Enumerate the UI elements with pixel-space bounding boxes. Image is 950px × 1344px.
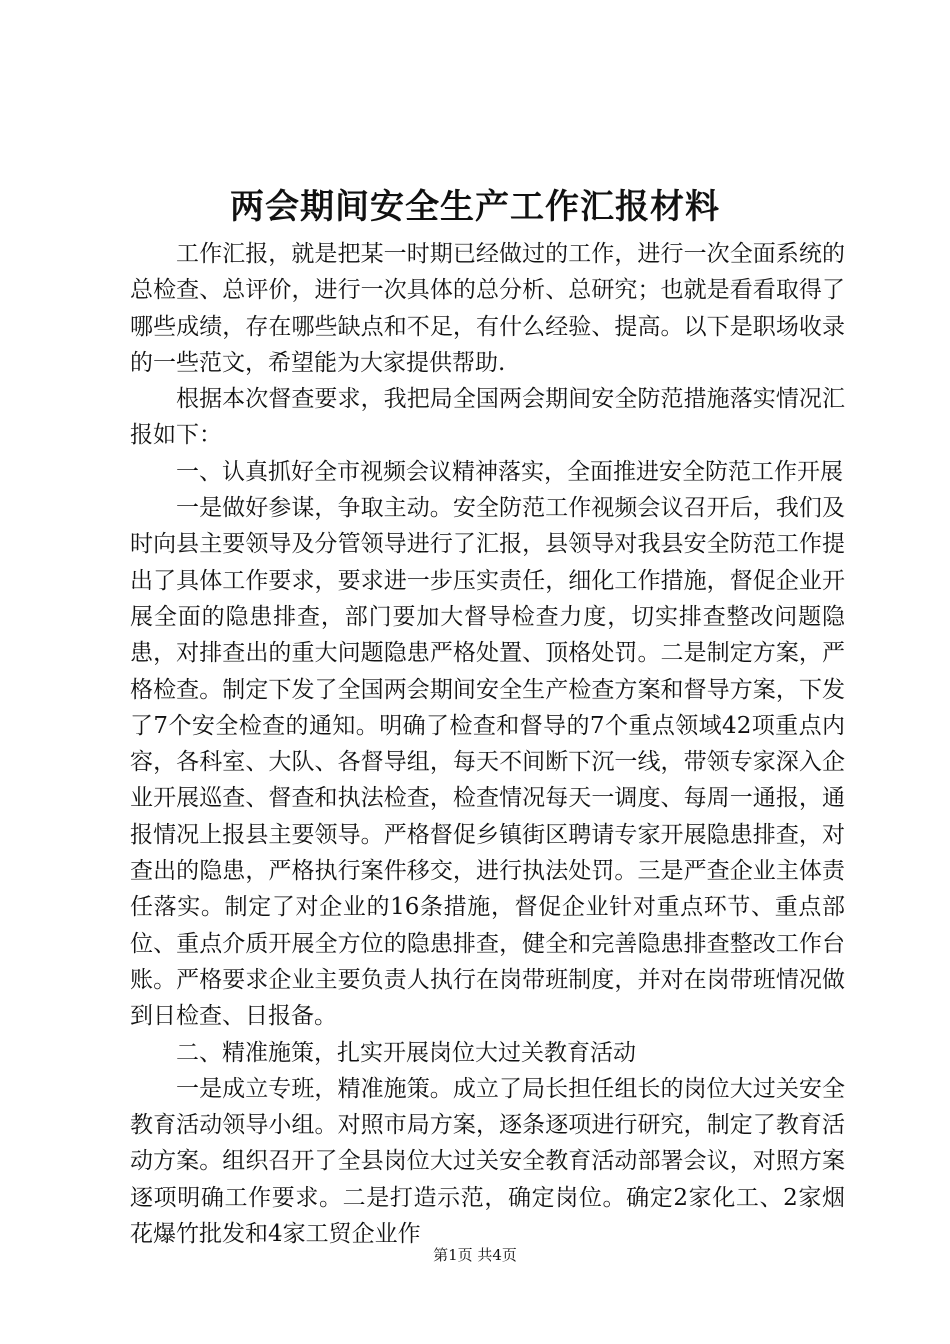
body-paragraph: 一是成立专班，精准施策。成立了局长担任组长的岗位大过关安全教育活动领导小组。对照市局方案，逐条逐项进行研究，制定了教育活动方案。组织召开了全县岗位大过关安全教育活动部署会议，对照方案逐项明确工作要求。二是打造示范，确定岗位。确定2家化工、2家烟花爆竹批发和4家工贸企业作 [130,1075,845,1248]
document-title: 两会期间安全生产工作汇报材料 [230,187,720,227]
body-paragraph: 工作汇报，就是把某一时期已经做过的工作，进行一次全面系统的总检查、总评价，进行一次具体的总分析、总研究；也就是看看取得了哪些成绩，存在哪些缺点和不足，有什么经验、提高。以下是职场收录的一些范文，希望能为大家提供帮助. [130,241,845,376]
section-heading: 一、认真抓好全市视频会议精神落实，全面推进安全防范工作开展 [176,458,843,485]
page-number-footer: 第1页 共4页 [433,1246,517,1264]
body-paragraph: 根据本次督查要求，我把局全国两会期间安全防范措施落实情况汇报如下： [130,386,845,449]
body-paragraph: 一是做好参谋，争取主动。安全防范工作视频会议召开后，我们及时向县主要领导及分管领导进行了汇报，县领导对我县安全防范工作提出了具体工作要求，要求进一步压实责任，细化工作措施，督促企业开展全面的隐患排查，部门要加大督导检查力度，切实排查整改问题隐患，对排查出的重大问题隐患严格处置、顶格处罚。二是制定方案，严格检查。制定下发了全国两会期间安全生产检查方案和督导方案，下发了7个安全检查的通知。明确了检查和督导的7个重点领域42项重点内容，各科室、大队、各督导组，每天不间断下沉一线，带领专家深入企业开展巡查、督查和执法检查，检查情况每天一调度、每周一通报，通报情况上报县主要领导。严格督促乡镇街区聘请专家开展隐患排查，对查出的隐患，严格执行案件移交，进行执法处罚。三是严查企业主体责任落实。制定了对企业的16条措施，督促企业针对重点环节、重点部位、重点介质开展全方位的隐患排查，健全和完善隐患排查整改工作台账。严格要求企业主要负责人执行在岗带班制度，并对在岗带班情况做到日检查、日报备。 [130,495,845,1030]
section-heading: 二、精准施策，扎实开展岗位大过关教育活动 [176,1039,636,1066]
document-body [130,236,845,1252]
